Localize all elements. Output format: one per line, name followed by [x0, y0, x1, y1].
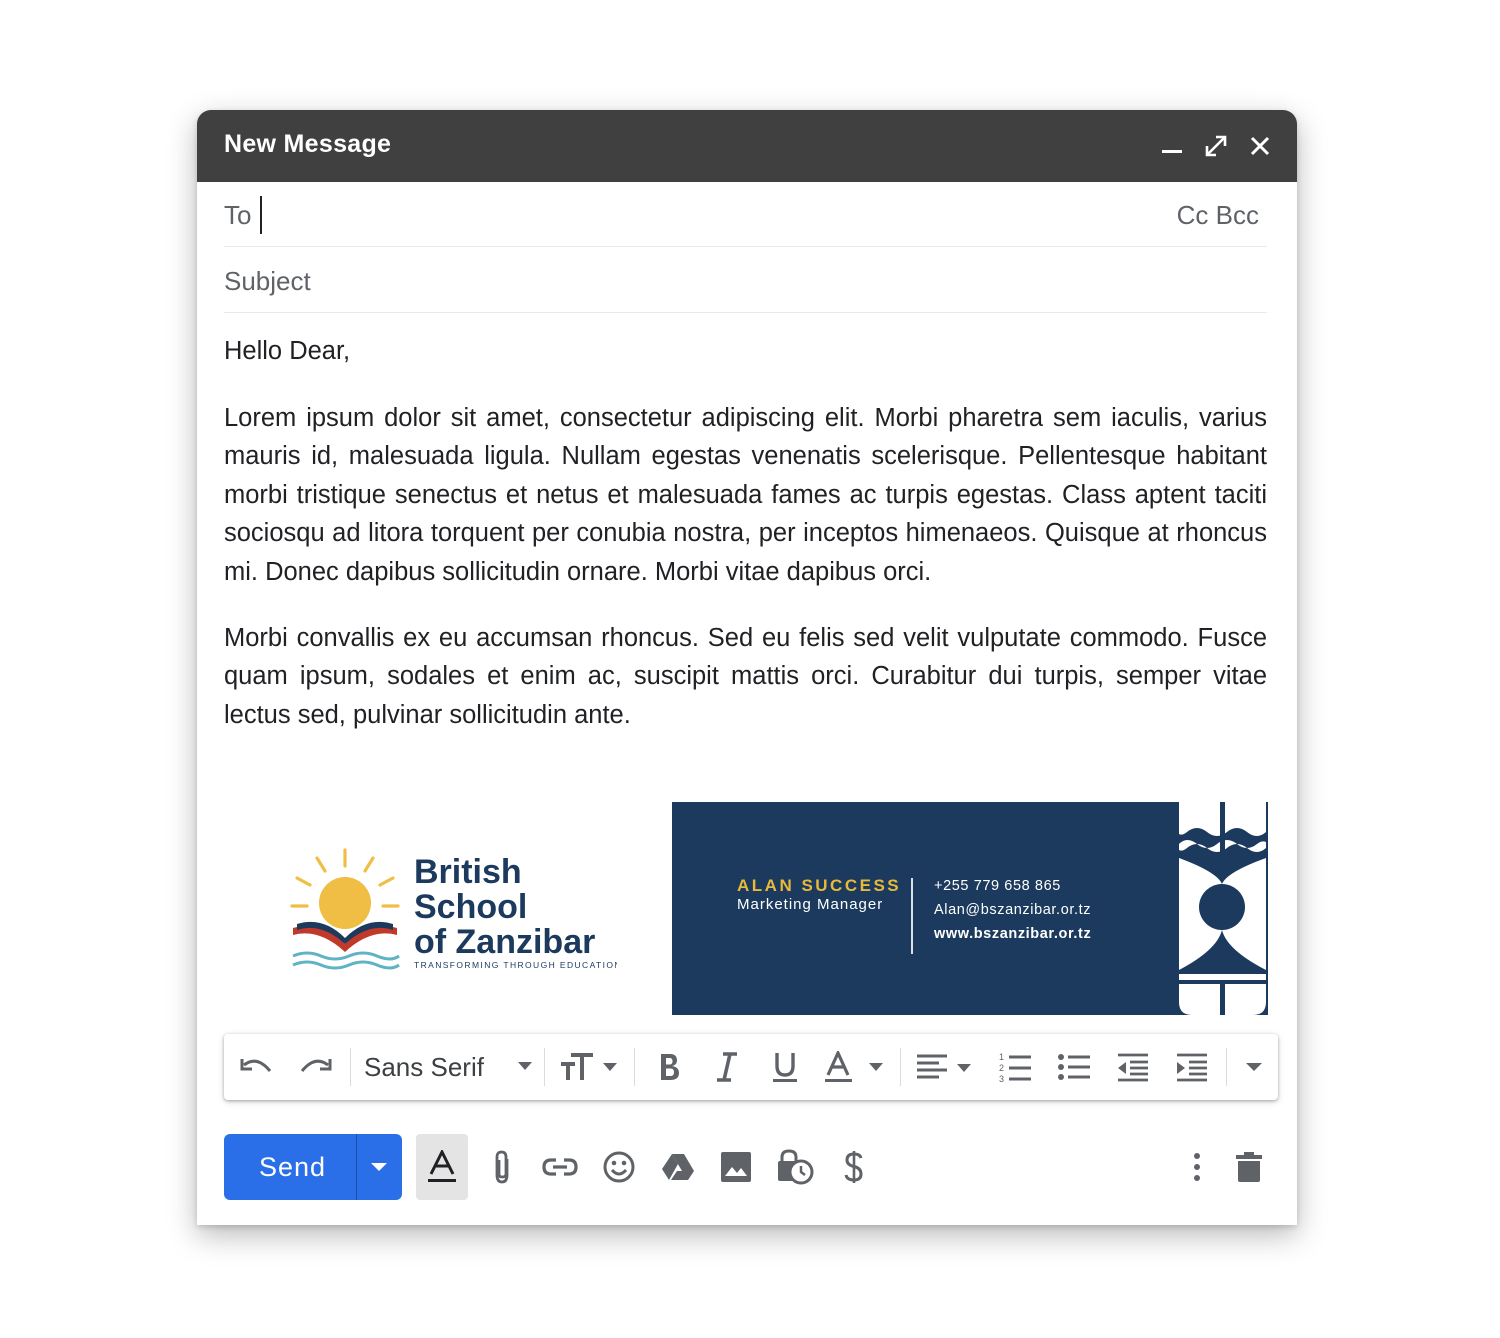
confidential-mode-icon[interactable]	[771, 1134, 819, 1200]
bulleted-list-icon[interactable]	[1049, 1034, 1099, 1100]
italic-icon[interactable]	[704, 1034, 750, 1100]
numbered-list-icon[interactable]	[990, 1034, 1040, 1100]
toolbar-separator	[350, 1048, 351, 1086]
font-family-select[interactable]	[364, 1034, 534, 1100]
toolbar-separator	[900, 1048, 901, 1086]
align-icon[interactable]	[910, 1034, 980, 1100]
logo-tagline: TRANSFORMING THROUGH EDUCATION	[414, 960, 617, 970]
redo-icon[interactable]	[292, 1034, 338, 1100]
more-formatting-icon[interactable]	[1234, 1034, 1274, 1100]
attach-icon[interactable]	[481, 1134, 523, 1200]
formatting-toolbar	[224, 1034, 1278, 1100]
to-field[interactable]	[224, 182, 1267, 247]
toolbar-separator	[544, 1048, 545, 1086]
indent-more-icon[interactable]	[1167, 1034, 1217, 1100]
signature-divider	[911, 878, 913, 954]
signature-card	[672, 802, 1268, 1015]
compose-titlebar[interactable]	[197, 110, 1297, 182]
formatting-options-icon[interactable]	[416, 1134, 468, 1200]
emoji-icon[interactable]	[596, 1134, 642, 1200]
send-options-chevron-icon[interactable]	[356, 1134, 402, 1200]
photo-icon[interactable]	[713, 1134, 759, 1200]
expand-icon[interactable]	[1202, 132, 1230, 160]
more-options-icon[interactable]	[1182, 1134, 1212, 1200]
compose-window	[197, 110, 1297, 1225]
body-paragraph: Morbi convallis ex eu accumsan rhoncus. Sed eu felis sed velit vulputate commodo. Fusce quam ipsum, sodales et enim ac, suscipit mattis orci. Curabitur dui turpis, semper vitae lectus sed, pulvinar sollicitudin ante.	[224, 623, 1267, 729]
signature-email[interactable]: Alan@bszanzibar.or.tz	[934, 902, 1092, 918]
subject-field[interactable]	[224, 246, 1267, 313]
minimize-icon[interactable]	[1158, 132, 1186, 160]
signature-phone: +255 779 658 865	[934, 878, 1061, 894]
discard-icon[interactable]	[1229, 1134, 1269, 1200]
send-label: Send	[259, 1152, 327, 1182]
decorative-pattern	[1177, 802, 1268, 1015]
undo-icon[interactable]	[234, 1034, 280, 1100]
drive-icon[interactable]	[655, 1134, 701, 1200]
underline-icon[interactable]	[762, 1034, 808, 1100]
svg-text:3: 3	[999, 1074, 1005, 1083]
logo-line-2: School	[414, 888, 528, 926]
bold-icon[interactable]	[646, 1034, 692, 1100]
svg-text:2: 2	[999, 1063, 1005, 1073]
toolbar-separator	[634, 1048, 635, 1086]
cc-bcc-link[interactable]: Cc Bcc	[1176, 200, 1259, 230]
toolbar-separator	[1226, 1048, 1227, 1086]
logo-line-3: of Zanzibar	[414, 923, 596, 961]
payment-icon[interactable]	[833, 1134, 875, 1200]
font-family-value: Sans Serif	[364, 1051, 484, 1082]
indent-less-icon[interactable]	[1108, 1034, 1158, 1100]
text-cursor	[260, 196, 262, 234]
compose-title: New Message	[224, 130, 392, 158]
signature-name: ALAN SUCCESS	[737, 876, 902, 895]
school-logo	[287, 840, 617, 975]
text-color-icon[interactable]	[820, 1034, 890, 1100]
send-button[interactable]	[224, 1134, 402, 1200]
signature-website[interactable]: www.bszanzibar.or.tz	[934, 926, 1092, 942]
link-icon[interactable]	[537, 1134, 583, 1200]
svg-text:1: 1	[999, 1052, 1005, 1062]
message-body[interactable]	[224, 332, 1267, 734]
signature-role: Marketing Manager	[737, 896, 884, 913]
logo-line-1: British	[414, 853, 522, 891]
font-size-icon[interactable]	[554, 1034, 624, 1100]
body-paragraph: Lorem ipsum dolor sit amet, consectetur adipiscing elit. Morbi pharetra sem iaculis, varius mauris id, malesuada ligula. Nullam egestas venenatis scelerisque. Pellentesque habitant morbi tristique senectus et netus et malesuada fames ac turpis egestas. Class aptent taciti sociosqu ad litora torquent per conubia nostra, per inceptos himenaeos. Quisque at rhoncus mi. Donec dapibus sollicitudin ornare. Morbi vitae dapibus orci.	[224, 403, 1267, 586]
greeting: Hello Dear,	[224, 337, 351, 365]
close-icon[interactable]	[1246, 132, 1274, 160]
subject-placeholder: Subject	[224, 266, 311, 296]
to-label: To	[224, 200, 252, 230]
chevron-down-icon	[518, 1062, 532, 1072]
